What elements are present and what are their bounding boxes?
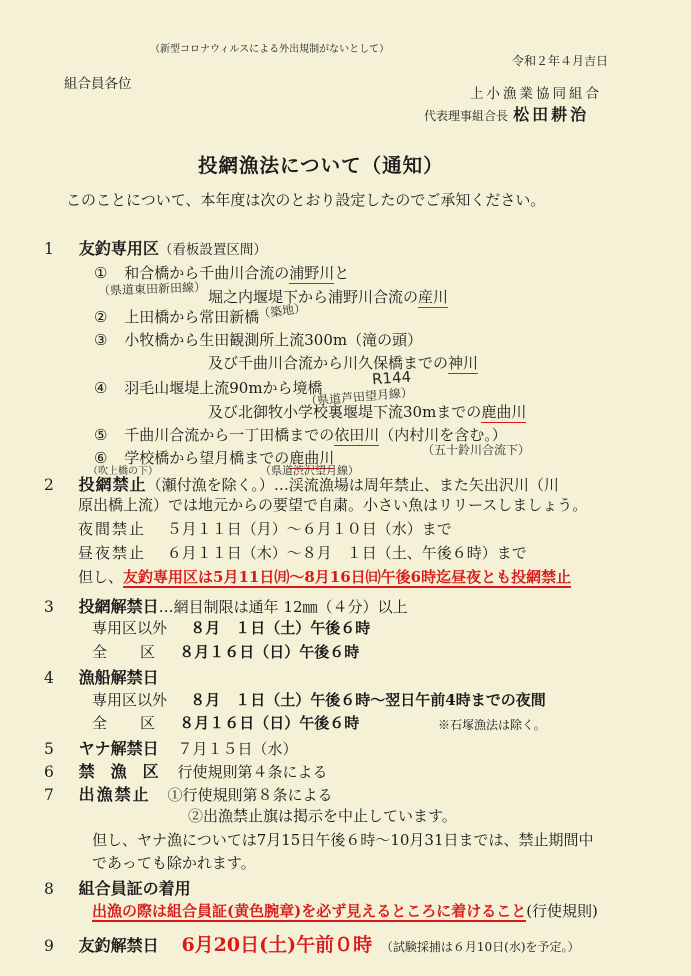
item-1b: [208, 286, 448, 307]
section-heading: 投網解禁日: [78, 597, 159, 616]
schedule-row: [78, 542, 527, 563]
section-6: [44, 759, 327, 782]
schedule-row: [78, 518, 452, 539]
section-heading: 組合員証の着用: [78, 879, 191, 898]
section-8: [44, 876, 191, 899]
section-number: 1: [44, 240, 54, 258]
item-3b: [208, 352, 478, 373]
section-number: 7: [44, 786, 54, 804]
section-7-text: 但し、ヤナ漁については7月15日午後６時～10月31日までは、禁止期間中: [92, 831, 594, 849]
section-3: [44, 594, 408, 617]
schedule-row: [92, 712, 359, 733]
row-label: 全 区: [92, 643, 157, 661]
row-value: ８月 １日（土）午後６時～翌日午前4時までの夜間: [190, 691, 546, 709]
section-text: 行使規則第４条による: [177, 763, 328, 781]
item-text: 上田橋から常田新橋: [124, 308, 260, 326]
river-name: 鹿曲川: [481, 403, 527, 421]
recipient: 組合員各位: [64, 76, 132, 92]
row-label: 専用区以外: [92, 691, 168, 709]
row-value: ８月１６日（日）午後６時: [179, 714, 360, 732]
notice-line: [78, 566, 571, 587]
section-text: ①行使規則第８条による: [167, 786, 333, 804]
item-number: ③: [94, 331, 108, 349]
handwritten-note: （五十鈴川合流下）: [422, 443, 531, 457]
section-number: 6: [44, 763, 54, 781]
handwritten-note: （県道東田新田線）: [97, 280, 207, 298]
section-heading: 友釣専用区: [78, 239, 159, 258]
section-number: 4: [44, 669, 54, 687]
section-text: （瀬付漁を除く。）…渓流漁場は周年禁止、また矢出沢川（川: [146, 476, 559, 494]
schedule-row: [92, 641, 359, 662]
item-text: 及び千曲川合流から川久保橋までの: [208, 354, 449, 372]
item-text: 千曲川合流から一丁田橋までの: [124, 426, 335, 444]
item-3: [94, 329, 422, 350]
section-heading: ヤナ解禁日: [78, 739, 159, 758]
document-date: 令和２年４月吉日: [512, 54, 609, 68]
item-number: ⑥: [94, 449, 108, 467]
notice-prefix: 但し、: [78, 568, 124, 586]
item-text: 和合橋から千曲川合流の: [124, 264, 290, 282]
section-9: [44, 930, 580, 957]
row-label: 専用区以外: [92, 619, 168, 637]
section-heading: 漁船解禁日: [78, 668, 159, 687]
item-text: 及び北御牧小学校裏堰堤下流30mまでの: [208, 403, 482, 421]
item-number: ①: [94, 264, 108, 282]
item-4: [94, 377, 323, 398]
schedule-row: [92, 617, 370, 638]
item-number: ④: [94, 379, 108, 397]
section-7-text: であっても除かれます。: [92, 854, 256, 872]
row-note: ※石塚漁法は除く。: [438, 718, 546, 732]
opening-date: 6月20日(土)午前０時: [181, 934, 373, 956]
item-text-tail: と: [334, 264, 350, 282]
section-4: [44, 665, 159, 688]
section-heading: 出漁禁止: [78, 785, 151, 804]
section-7: [44, 782, 332, 805]
handwritten-note: （築地）: [257, 300, 307, 322]
section-7-text: ②出漁禁止旗は掲示を中止しています。: [188, 807, 457, 825]
representative-title: 代表理事組合長: [424, 109, 509, 123]
row-label: 全 区: [92, 714, 157, 732]
notice-line: [92, 900, 598, 921]
item-number: ⑤: [94, 426, 108, 444]
organization: 上小漁業協同組合: [470, 86, 602, 102]
handwritten-note: （吹上橋の下）: [88, 466, 158, 477]
river-name: 鹿曲川: [289, 449, 335, 467]
row-value: ６月１１日（木）～８月 １日（土、午後６時）まで: [166, 544, 527, 562]
item-number: ②: [94, 308, 108, 326]
section-2: [44, 472, 559, 495]
notice-highlight: 出漁の際は組合員証(黄色腕章)を必ず見えるところに着けること: [92, 902, 527, 920]
section-5: [44, 736, 297, 759]
row-label: 昼夜禁止: [78, 544, 147, 562]
representative-name: 松田耕治: [513, 105, 590, 124]
schedule-row: [92, 689, 546, 710]
section-heading: 友釣解禁日: [78, 936, 159, 955]
header-note: （新型コロナウィルスによる外出規制がないとして）: [150, 44, 390, 55]
section-2-text: 原出橋上流）では地元からの要望で自粛。小さい魚はリリースしましょう。: [78, 496, 588, 514]
section-note: （試験採捕は６月10日(水)を予定。）: [380, 940, 580, 954]
section-1: [44, 236, 267, 259]
representative: [424, 102, 589, 125]
item-2: [94, 306, 259, 327]
handwritten-note: （県道渋沢望月線）: [260, 464, 359, 477]
handwritten-note: R144: [371, 367, 412, 389]
river-name: 産川: [418, 288, 449, 306]
section-text: ７月１５日（水）: [177, 740, 298, 758]
item-text-tail: （内村川を含む。）: [379, 426, 507, 444]
river-name: 浦野川: [289, 264, 335, 282]
notice-highlight: 友釣専用区は5月11日㈪～8月16日㈰午後6時迄昼夜とも投網禁止: [123, 568, 572, 586]
intro-text: このことについて、本年度は次のとおり設定したのでご承知ください。: [66, 191, 546, 209]
item-text: 堀之内堰堤下から浦野川合流の: [208, 288, 419, 306]
item-text: 羽毛山堰堤上流90mから境橋: [124, 379, 323, 397]
item-text: 小牧橋から生田観測所上流300m（滝の頭）: [124, 331, 423, 349]
section-heading: 禁 漁 区: [78, 762, 159, 781]
row-label: 夜間禁止: [78, 520, 147, 538]
item-4b: [208, 401, 526, 422]
section-number: 2: [44, 476, 54, 494]
section-number: 8: [44, 880, 54, 898]
section-number: 9: [44, 937, 54, 955]
section-number: 3: [44, 598, 54, 616]
handwritten-note: （県道芦田望月線）: [304, 385, 414, 409]
river-name: 神川: [448, 354, 479, 372]
section-paren: （看板設置区間）: [158, 242, 267, 258]
river-name: 依田川: [334, 426, 380, 444]
section-number: 5: [44, 740, 54, 758]
row-value: ８月１６日（日）午後６時: [179, 643, 360, 661]
notice-tail: (行使規則): [526, 902, 598, 920]
section-text: …網目制限は通年 12㎜（４分）以上: [158, 598, 408, 616]
row-value: ８月 １日（土）午後６時: [190, 619, 371, 637]
page-title: 投網漁法について（通知）: [198, 154, 444, 177]
section-heading: 投網禁止: [78, 475, 147, 494]
row-value: ５月１１日（月）～６月１０日（水）まで: [166, 520, 452, 538]
item-text: 学校橋から望月橋までの: [124, 449, 290, 467]
